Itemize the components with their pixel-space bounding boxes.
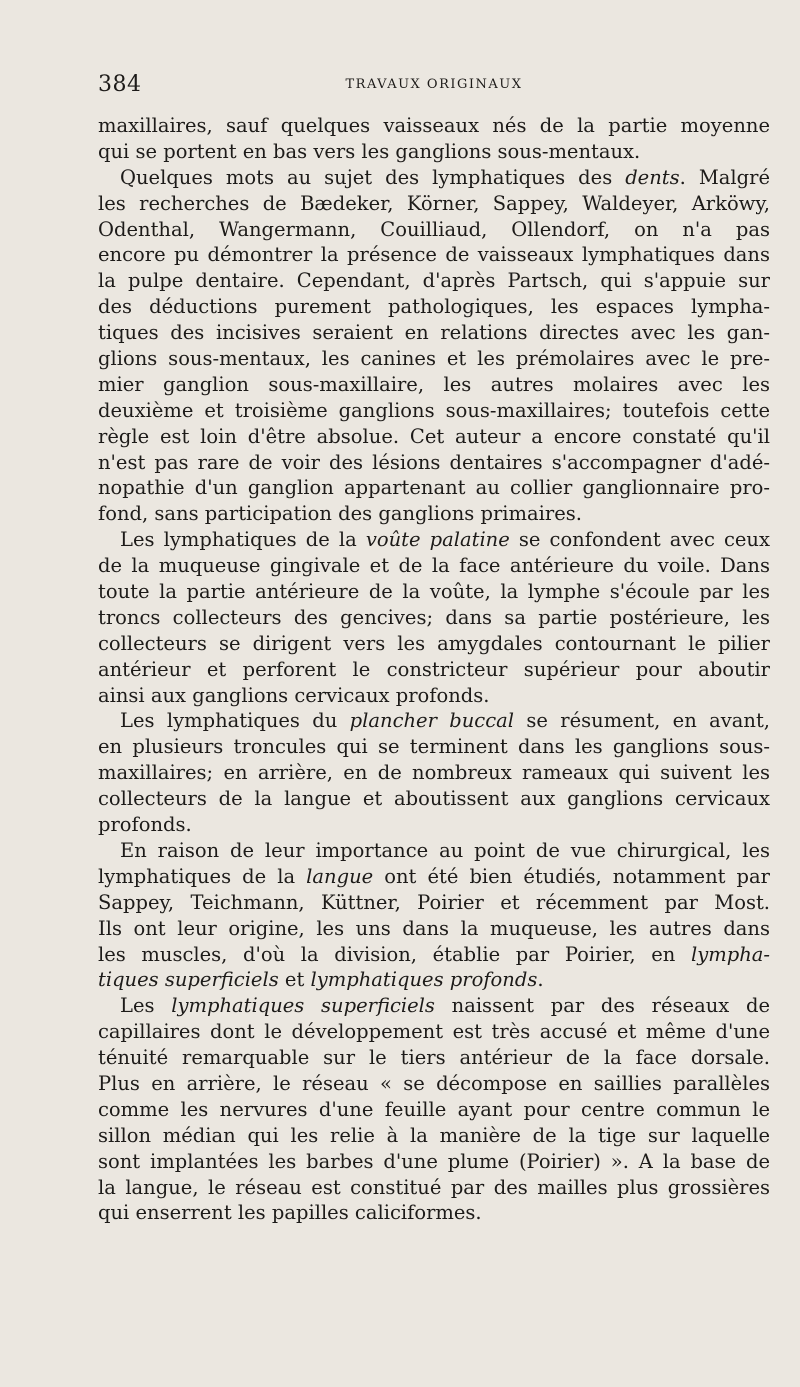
text-line [98, 475, 770, 501]
italic-text: lymphatiques profonds [310, 968, 538, 992]
text-line [98, 683, 770, 709]
text-line [98, 424, 770, 450]
text-line [98, 1019, 770, 1045]
italic-text: voûte palatine [365, 528, 510, 552]
text-line [98, 1149, 770, 1175]
italic-text: langue [306, 864, 374, 888]
text-line [98, 1175, 770, 1201]
text-segment: sillon médian qui les relie à la manière de la tige sur laquelle [98, 1123, 770, 1147]
text-line [98, 527, 770, 553]
text-line [98, 268, 770, 294]
text-segment: . [537, 968, 544, 992]
text-segment: tiques des incisives seraient en relations directes avec les gan- [98, 321, 770, 345]
running-head: TRAVAUX ORIGINAUX [345, 77, 523, 92]
italic-text: lymphatiques superficiels [171, 994, 435, 1018]
text-segment: mier ganglion sous-maxillaire, les autres molaires avec les [98, 372, 770, 396]
text-segment: ont été bien étudiés, notamment par [373, 864, 770, 888]
text-segment: lymphatiques de la [98, 864, 307, 888]
text-segment: fond, sans participation des ganglions primaires. [98, 502, 582, 526]
body-text [98, 113, 770, 1226]
text-segment: se résument, en avant, [514, 709, 770, 733]
text-segment: Plus en arrière, le réseau « se décompose en saillies parallèles [98, 1071, 770, 1095]
text-line [98, 217, 770, 243]
text-line [98, 320, 770, 346]
text-segment: En raison de leur importance au point de vue chirurgical, les [120, 838, 770, 862]
text-segment: antérieur et perforent le constricteur supérieur pour aboutir [98, 657, 770, 681]
text-line [98, 631, 770, 657]
text-line [98, 760, 770, 786]
text-line [98, 579, 770, 605]
text-line [98, 942, 770, 968]
text-line [98, 1071, 770, 1097]
text-line [98, 501, 770, 527]
text-segment: naissent par des réseaux de [434, 994, 770, 1018]
text-line [98, 786, 770, 812]
text-line [98, 864, 770, 890]
text-segment: glions sous-mentaux, les canines et les prémolaires avec le pre- [98, 347, 770, 371]
text-segment: collecteurs de la langue et aboutissent aux ganglions cervicaux [98, 787, 770, 811]
text-segment: encore pu démontrer la présence de vaisseaux lymphatiques dans [98, 243, 770, 267]
text-segment: les muscles, d'où la division, établie par Poirier, en [98, 942, 691, 966]
text-segment: profonds. [98, 813, 192, 837]
text-line [98, 1045, 770, 1071]
text-segment: qui enserrent les papilles caliciformes. [98, 1201, 482, 1225]
italic-text: plancher buccal [349, 709, 515, 733]
text-segment: en plusieurs troncules qui se terminent dans les ganglions sous- [98, 735, 770, 759]
text-line [98, 890, 770, 916]
text-segment: les recherches de Bædeker, Körner, Sappey, Waldeyer, Arköwy, [98, 191, 770, 215]
text-segment: capillaires dont le développement est très accusé et même d'une [98, 1020, 770, 1044]
text-segment: la langue, le réseau est constitué par des mailles plus grossières [98, 1175, 770, 1199]
text-segment: collecteurs se dirigent vers les amygdales contournant le pilier [98, 631, 770, 655]
text-segment: maxillaires, sauf quelques vaisseaux nés de la partie moyenne [98, 114, 770, 137]
text-segment: qui se portent en bas vers les ganglions sous-mentaux. [98, 139, 641, 163]
text-line [98, 113, 770, 139]
text-segment: Odenthal, Wangermann, Couilliaud, Ollendorf, on n'a pas [98, 217, 770, 241]
text-line [98, 967, 770, 993]
text-line [98, 553, 770, 579]
text-line [98, 450, 770, 476]
text-line [98, 1097, 770, 1123]
text-line [98, 398, 770, 424]
text-line [98, 605, 770, 631]
text-segment: sont implantées les barbes d'une plume (Poirier) ». A la base de [98, 1149, 770, 1173]
text-segment: comme les nervures d'une feuille ayant pour centre commun le [98, 1097, 770, 1121]
text-segment: Les lymphatiques du [120, 709, 350, 733]
text-line [98, 165, 770, 191]
text-segment: ténuité remarquable sur le tiers antérieur de la face dorsale. [98, 1046, 770, 1070]
text-line [98, 838, 770, 864]
text-segment: Ils ont leur origine, les uns dans la muqueuse, les autres dans [98, 916, 770, 940]
text-segment: de la muqueuse gingivale et de la face antérieure du voile. Dans [98, 554, 770, 578]
text-line [98, 916, 770, 942]
text-segment: Sappey, Teichmann, Küttner, Poirier et récemment par Most. [98, 890, 770, 914]
text-line [98, 734, 770, 760]
text-segment: troncs collecteurs des gencives; dans sa partie postérieure, les [98, 605, 770, 629]
text-segment: règle est loin d'être absolue. Cet auteur a encore constaté qu'il [98, 424, 770, 448]
text-segment: deuxième et troisième ganglions sous-maxillaires; toutefois cette [98, 398, 770, 422]
text-segment: n'est pas rare de voir des lésions dentaires s'accompagner d'adé- [98, 450, 770, 474]
text-segment: Les lymphatiques de la [120, 528, 366, 552]
text-line [98, 346, 770, 372]
text-segment: se confondent avec ceux [509, 528, 770, 552]
text-line [98, 812, 770, 838]
page-number: 384 [98, 72, 142, 97]
text-line [98, 372, 770, 398]
text-segment: . Malgré [679, 165, 770, 189]
text-line [98, 657, 770, 683]
text-line [98, 139, 770, 165]
text-segment: la pulpe dentaire. Cependant, d'après Partsch, qui s'appuie sur [98, 269, 770, 293]
text-line [98, 191, 770, 217]
text-line [98, 294, 770, 320]
text-line [98, 1123, 770, 1149]
text-segment: Quelques mots au sujet des lymphatiques des [120, 165, 626, 189]
italic-text: lympha- [691, 942, 770, 966]
text-segment: maxillaires; en arrière, en de nombreux rameaux qui suivent les [98, 761, 770, 785]
text-line [98, 708, 770, 734]
text-segment: nopathie d'un ganglion appartenant au collier ganglionnaire pro- [98, 476, 770, 500]
text-segment: Les [120, 994, 172, 1018]
text-segment: toute la partie antérieure de la voûte, la lymphe s'écoule par les [98, 580, 770, 604]
text-segment: et [278, 968, 311, 992]
text-line [98, 242, 770, 268]
text-segment: des déductions purement pathologiques, les espaces lympha- [98, 295, 770, 319]
page-header [98, 72, 770, 96]
text-segment: ainsi aux ganglions cervicaux profonds. [98, 683, 490, 707]
text-line [98, 1200, 770, 1226]
italic-text: dents [625, 165, 680, 189]
italic-text: tiques superficiels [98, 968, 279, 992]
text-line [98, 993, 770, 1019]
